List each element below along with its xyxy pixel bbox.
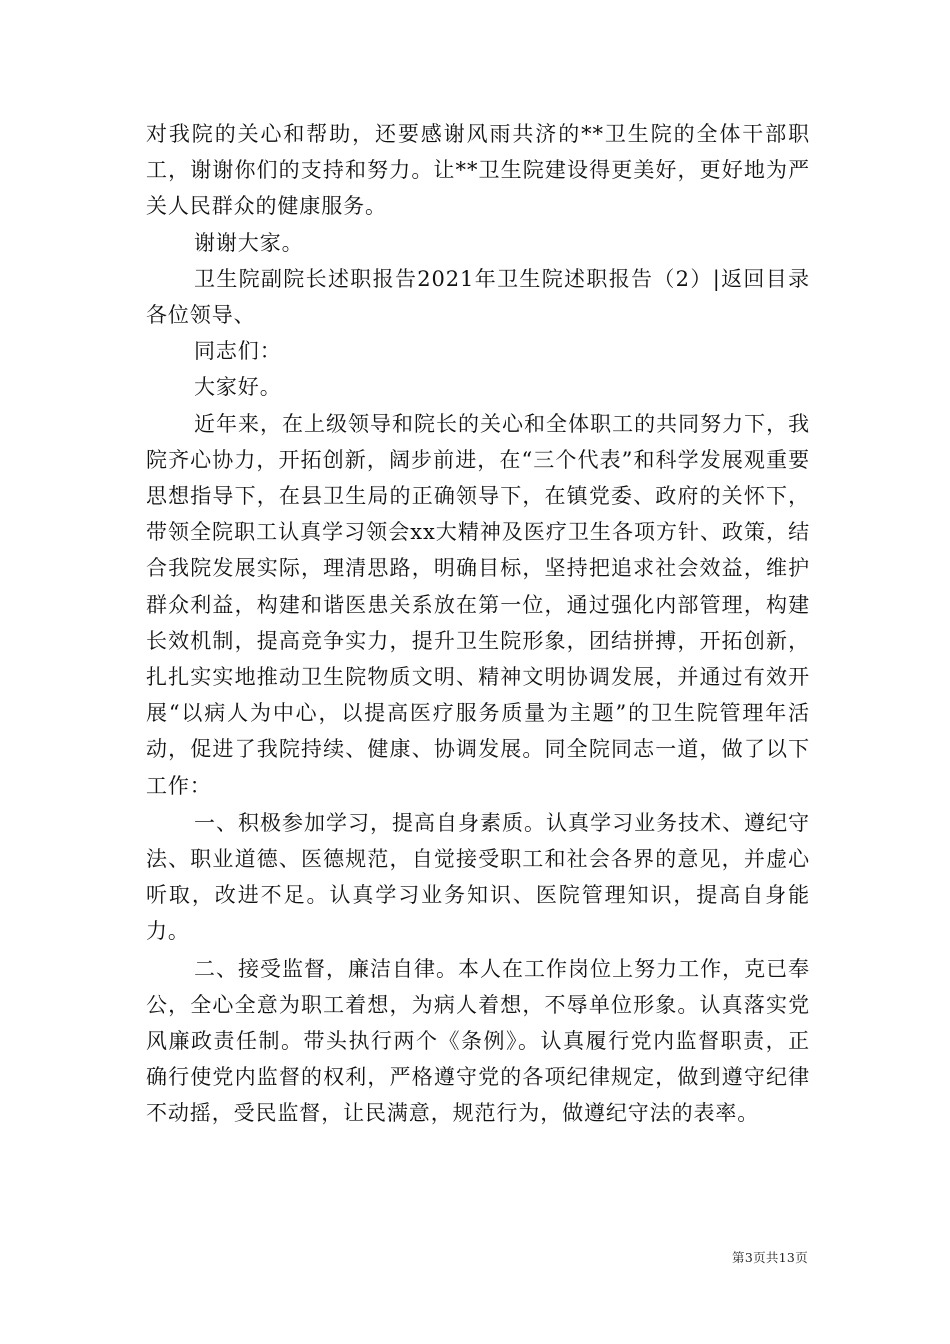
paragraph-salutation: 同志们：	[194, 339, 282, 364]
paragraph-greeting: 大家好。	[194, 375, 282, 400]
paragraph-thanks: 谢谢大家。	[194, 230, 304, 255]
paragraph-continuation: 对我院的关心和帮助，还要感谢风雨共济的**卫生院的全体干部职工，谢谢你们的支持和努力。让**卫生院建设得更美好，更好地为严关人民群众的健康服务。	[146, 122, 810, 219]
paragraph-introduction: 近年来，在上级领导和院长的关心和全体职工的共同努力下，我院齐心协力，开拓创新，阔步前进，在“三个代表”和科学发展观重要思想指导下，在县卫生局的正确领导下，在镇党委、政府的关怀下，带领全院职工认真学习领会xx大精神及医疗卫生各项方针、政策，结合我院发展实际，理清思路，明确目标，坚持把追求社会效益，维护群众利益，构建和谐医患关系放在第一位，通过强化内部管理，构建长效机制，提高竞争实力，提升卫生院形象，团结拼搏，开拓创新，扎扎实实地推动卫生院物质文明、精神文明协调发展，并通过有效开展“以病人为中心，以提高医疗服务质量为主题”的卫生院管理年活动，促进了我院持续、健康、协调发展。同全院同志一道，做了以下工作：	[146, 411, 810, 798]
paragraph-report-heading: 卫生院副院长述职报告2021年卫生院述职报告（2）|返回目录各位领导、	[146, 266, 810, 328]
document-body	[146, 116, 810, 1132]
page-indicator: 第3页共13页	[732, 1250, 808, 1265]
paragraph-section-two: 二、接受监督，廉洁自律。本人在工作岗位上努力工作，克已奉公，全心全意为职工着想，为病人着想，不辱单位形象。认真落实党风廉政责任制。带头执行两个《条例》。认真履行党内监督职责，正确行使党内监督的权利，严格遵守党的各项纪律规定，做到遵守纪律不动摇，受民监督，让民满意，规范行为，做遵纪守法的表率。	[146, 956, 810, 1126]
paragraph-section-one: 一、积极参加学习，提高自身素质。认真学习业务技术、遵纪守法、职业道德、医德规范，自觉接受职工和社会各界的意见，并虚心听取，改进不足。认真学习业务知识、医院管理知识，提高自身能力。	[146, 810, 810, 944]
